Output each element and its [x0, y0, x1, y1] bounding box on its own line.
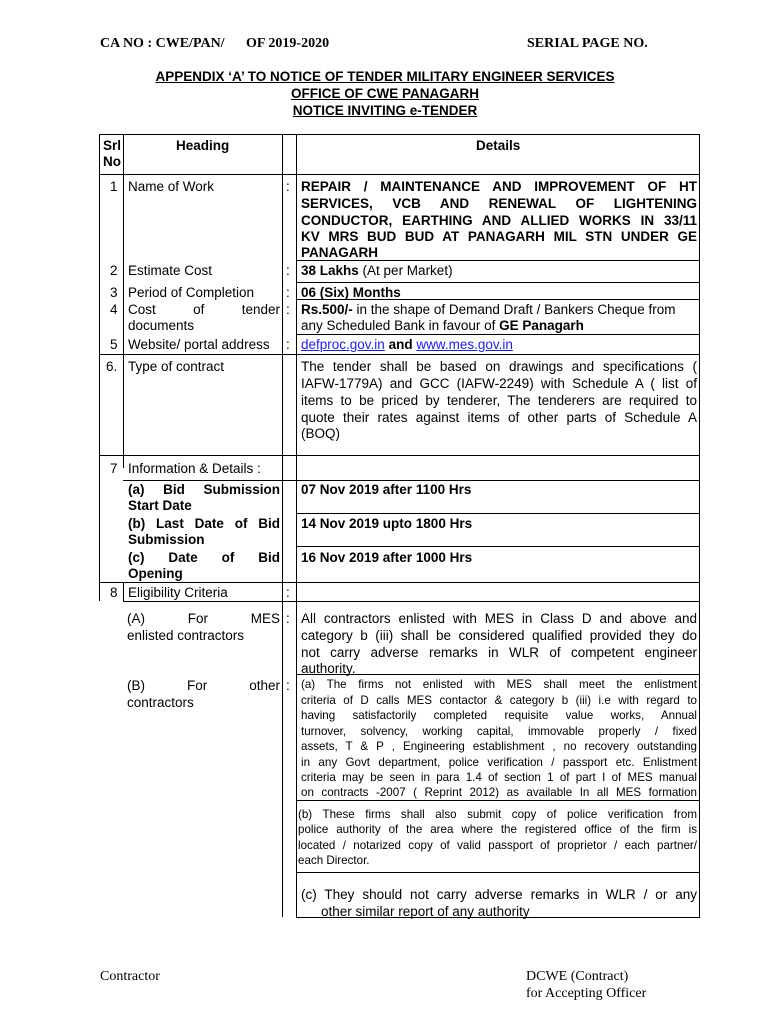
other-criteria-b-line: police authority of the area where the registered office of the firm is [298, 823, 697, 836]
portal-links [301, 336, 513, 353]
mes-link[interactable]: www.mes.gov.in [416, 337, 513, 352]
completion-period-value: 06 (Six) Months [301, 285, 401, 300]
mes-contractors-label-cont: enlisted contractors [127, 628, 245, 643]
row-number: 3 [110, 285, 118, 300]
mes-criteria-line: category b (iii) shall be considered qualified provided they do [301, 628, 697, 643]
contract-type-line: IAFW-1779A) and GCC (IAFW-2249) with Schedule A ( list of [301, 376, 697, 391]
other-criteria-a-line: criteria may be seen in para 1.4 of section 1 of part I of MES manual [301, 771, 697, 784]
other-criteria-a-line: on contracts -2007 ( Reprint 2012) as available In all MES formation [301, 786, 697, 799]
row-heading: Cost of tender [128, 302, 280, 317]
other-criteria-c-line: (c) They should not carry adverse remarks in WLR / or any [301, 887, 697, 902]
name-of-work-line: SERVICES, VCB AND RENEWAL OF LIGHTENING [301, 196, 697, 211]
appendix-title: APPENDIX ‘A’ TO NOTICE OF TENDER MILITARY ENGINEER SERVICES [155, 69, 615, 84]
tender-cost-line [301, 317, 584, 334]
name-of-work-line: CONDUCTOR, EARTHING AND ALLIED WORKS IN 33/11 [301, 213, 697, 228]
no-header: No [103, 154, 121, 169]
ca-number: CA NO : CWE/PAN/ [100, 36, 225, 51]
bid-last-date-label: (b) Last Date of Bid [128, 516, 280, 531]
bid-opening-label-cont: Opening [128, 566, 183, 581]
estimate-note: (At per Market) [358, 263, 453, 278]
other-criteria-a-line: criteria of D calls MES contactor & category b (iii) i.e with regard to [301, 694, 697, 707]
tender-payee: GE Panagarh [499, 318, 584, 333]
contract-type-line: items to be priced by tenderer, The tenderers are required to [301, 393, 697, 408]
name-of-work-line: KV MRS BUD BUD AT PANAGARH MIL STN UNDER GE [301, 229, 697, 244]
mes-contractors-label: (A) For MES [127, 611, 280, 626]
row-heading: Estimate Cost [128, 263, 213, 278]
row-number: 5 [110, 337, 118, 352]
row-colon: : [286, 179, 290, 194]
bid-start-label: (a) Bid Submission [128, 482, 280, 497]
row-number: 7 [110, 461, 118, 476]
other-criteria-b-line: each Director. [298, 854, 370, 867]
estimate-amount: 38 Lakhs [301, 263, 359, 278]
details-header: Details [476, 138, 521, 153]
mes-criteria-line: authority. [301, 661, 356, 676]
row-heading: Information & Details : [128, 461, 261, 476]
mes-criteria-line: not carry adverse remarks in WLR of competent engineer [301, 645, 697, 660]
dcwe-signature-label: DCWE (Contract) [526, 969, 629, 984]
tender-cost-text: in the shape of Demand Draft / Bankers Cheque from [352, 302, 676, 317]
row-number: 4 [110, 302, 118, 317]
row-heading: Website/ portal address [128, 337, 270, 352]
other-criteria-a-line: having satisfactorily completed requisite value works, Annual [301, 709, 697, 722]
other-criteria-a-line: turnover, solvency, working capital, immovable properly / fixed [301, 725, 697, 738]
row-heading: Period of Completion [128, 285, 255, 300]
bid-last-date-value: 14 Nov 2019 upto 1800 Hrs [301, 516, 473, 531]
estimate-cost-value [301, 262, 453, 279]
accepting-officer-label: for Accepting Officer [526, 986, 647, 1001]
serial-page-number: SERIAL PAGE NO. [527, 36, 648, 51]
other-criteria-a-line: (a) The firms not enlisted with MES shall meet the enlistment [301, 678, 697, 691]
row-colon: : [286, 263, 290, 278]
notice-title: NOTICE INVITING e-TENDER [292, 103, 478, 118]
heading-header: Heading [176, 138, 230, 153]
row-number: 1 [110, 179, 118, 194]
row-colon: : [286, 337, 290, 352]
name-of-work-line: PANAGARH [301, 245, 378, 260]
other-criteria-c-line: other similar report of any authority [321, 904, 530, 919]
financial-year: OF 2019-2020 [246, 36, 330, 51]
row-colon: : [286, 678, 290, 693]
tender-cost-line [301, 301, 675, 318]
mes-criteria-line: All contractors enlisted with MES in Class D and above and [301, 611, 697, 626]
row-heading-cont: documents [128, 318, 195, 333]
srl-header: Srl [103, 138, 122, 153]
row-heading: Type of contract [128, 359, 225, 374]
bid-opening-label: (c) Date of Bid [128, 550, 280, 565]
row-colon: : [286, 285, 290, 300]
bid-opening-value: 16 Nov 2019 after 1000 Hrs [301, 550, 473, 565]
row-number: 8 [110, 585, 118, 600]
other-criteria-b-line: (b) These firms shall also submit copy of police verification from [298, 808, 697, 821]
row-colon: : [286, 611, 290, 626]
bid-start-label-cont: Start Date [128, 498, 192, 513]
defproc-link[interactable]: defproc.gov.in [301, 337, 385, 352]
other-contractors-label-cont: contractors [127, 695, 194, 710]
and-text: and [384, 337, 417, 352]
name-of-work-line: REPAIR / MAINTENANCE AND IMPROVEMENT OF HT [301, 179, 697, 194]
row-heading: Name of Work [128, 179, 215, 194]
other-contractors-label: (B) For other [127, 678, 280, 693]
contractor-signature-label: Contractor [100, 969, 160, 984]
bid-start-value: 07 Nov 2019 after 1100 Hrs [301, 482, 472, 497]
other-criteria-a-line: in any Govt department, police verification / passport etc. Enlistment [301, 756, 697, 769]
other-criteria-a-line: assets, T & P , Engineering establishment , no recovery outstanding [301, 740, 697, 753]
contract-type-line: quote their rates against items of other parts of Schedule A [301, 410, 697, 425]
office-title: OFFICE OF CWE PANAGARH [291, 86, 479, 101]
row-colon: : [286, 585, 290, 600]
row-colon: : [286, 302, 290, 317]
other-criteria-b-line: located / notarized copy of valid passport of proprietor / each partner/ [298, 839, 697, 852]
tender-cost-text: any Scheduled Bank in favour of [301, 318, 500, 333]
row-number: 6. [106, 359, 118, 374]
row-heading: Eligibility Criteria [128, 585, 228, 600]
contract-type-line: The tender shall be based on drawings and specifications ( [301, 359, 697, 374]
bid-last-date-label-cont: Submission [128, 532, 205, 547]
contract-type-line: (BOQ) [301, 426, 340, 441]
row-number: 2 [110, 263, 118, 278]
tender-cost-amount: Rs.500/- [301, 302, 353, 317]
